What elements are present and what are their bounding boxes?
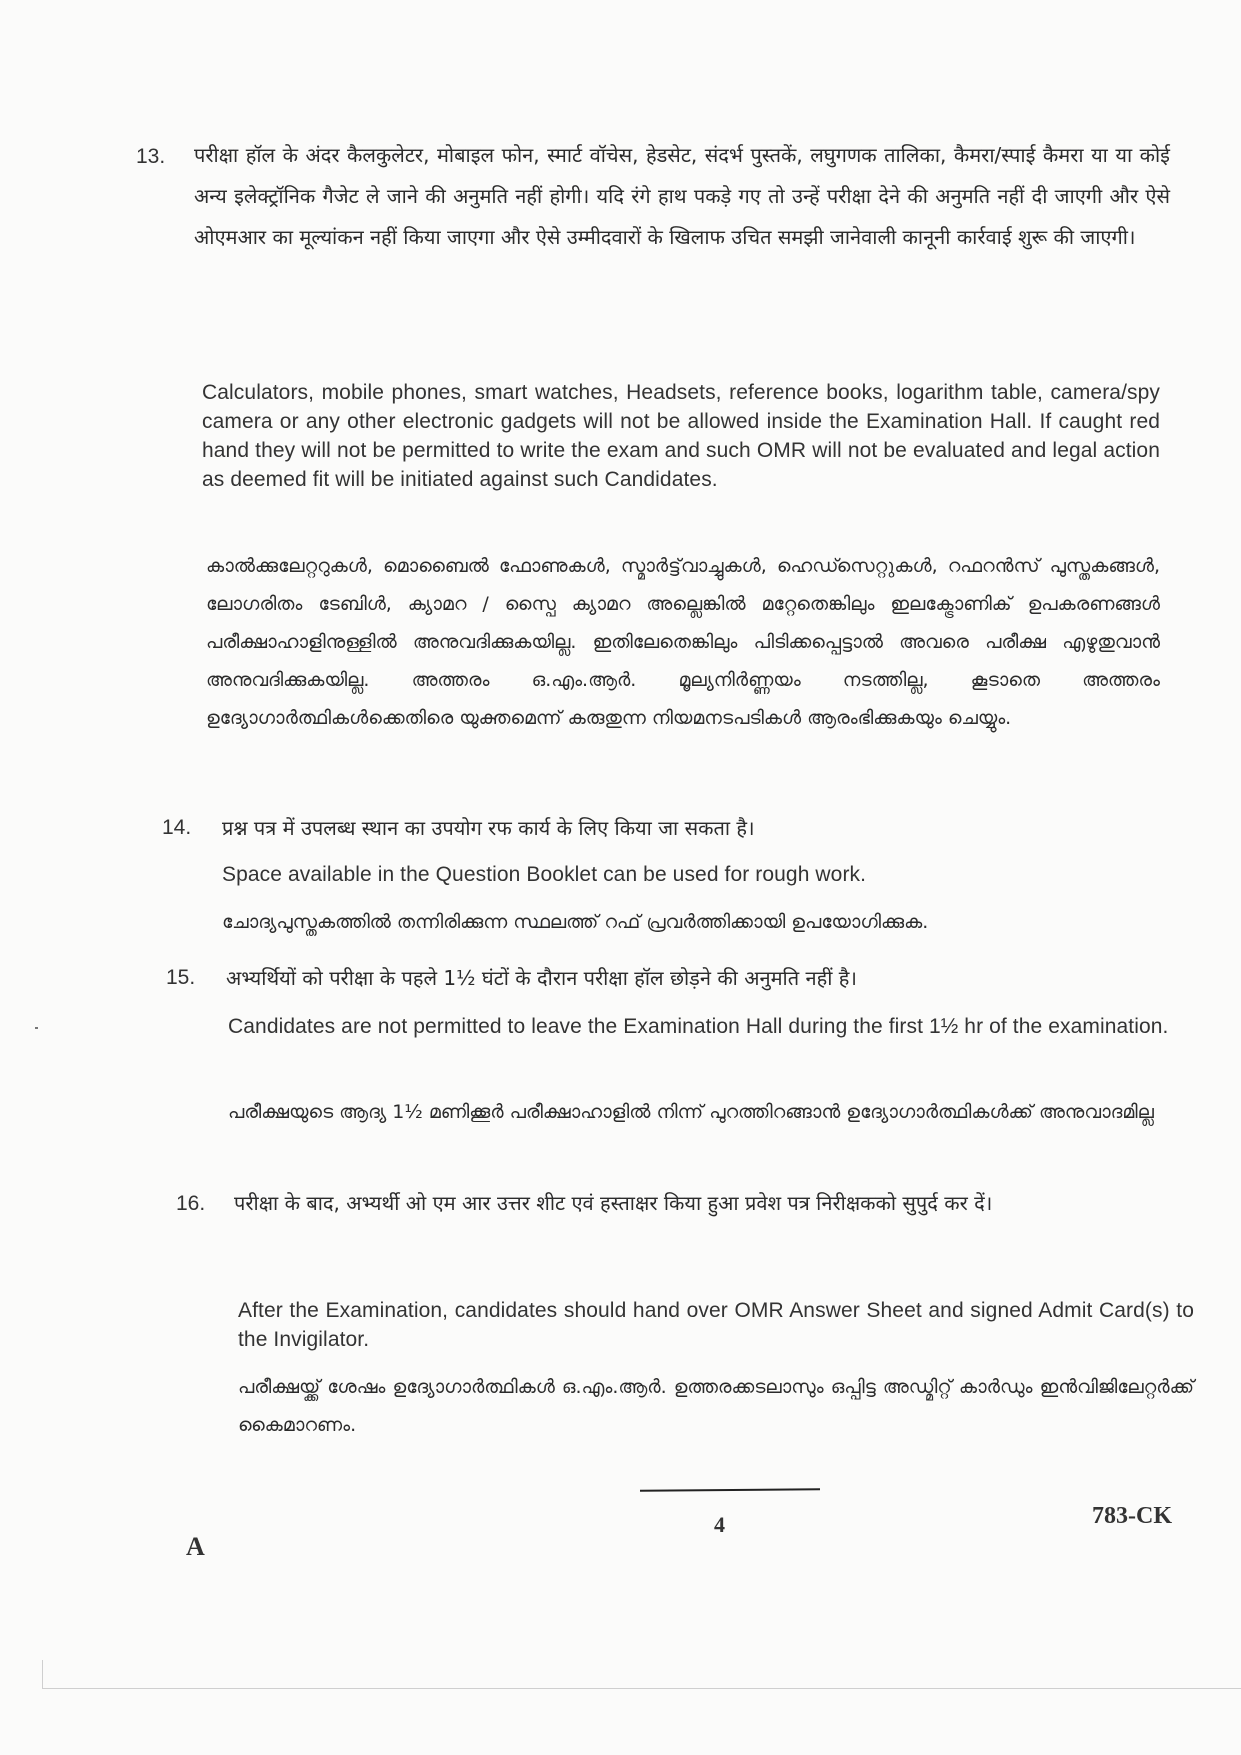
instruction-hindi: परीक्षा के बाद, अभ्यर्थी ओ एम आर उत्तर शीट एवं हस्ताक्षर किया हुआ प्रवेश पत्र निरीक्षकको सुपुर्द कर दें। — [234, 1191, 993, 1215]
footer-divider — [640, 1488, 820, 1492]
instruction-malayalam: കാൽക്കുലേറ്ററുകൾ, മൊബൈൽ ഫോണുകൾ, സ്മാർട്ട്‌വാച്ചുകൾ, ഹെഡ്സെറ്റുകൾ, റഫറൻസ് പുസ്തകങ്ങൾ, ലോഗരിതം ടേബിൾ, ക്യാമറ / സ്പൈ ക്യാമറ അല്ലെങ്കിൽ മറ്റേതെങ്കിലും ഇലക്ട്രോണിക് ഉപകരണങ്ങൾ പരീക്ഷാഹാളിനുള്ളിൽ അനുവദിക്കുകയില്ല. ഇതിലേതെങ്കിലും പിടിക്കപ്പെട്ടാൽ അവരെ പരീക്ഷ എഴുതുവാൻ അനുവദിക്കുകയില്ല. അത്തരം ഒ.എം.ആർ. മൂല്യനിർണ്ണയം നടത്തില്ല, കൂടാതെ അത്തരം ഉദ്യോഗാർത്ഥികൾക്കെതിരെ യുക്തമെന്ന് കരുതുന്ന നിയമനടപടികൾ ആരംഭിക്കുകയും ചെയ്യും. — [206, 555, 1160, 729]
instruction-hindi: अभ्यर्थियों को परीक्षा के पहले 1½ घंटों के दौरान परीक्षा हॉल छोड़ने की अनुमति नहीं है। — [226, 966, 857, 990]
instruction-english: After the Examination, candidates should hand over OMR Answer Sheet and signed Admit Card(s) to the Invigilator. — [238, 1299, 1194, 1351]
instruction-malayalam: പരീക്ഷയ്ക്ക് ശേഷം ഉദ്യോഗാർത്ഥികൾ ഒ.എം.ആർ. ഉത്തരക്കടലാസും ഒപ്പിട്ട അഡ്മിറ്റ് കാർഡും ഇൻവിജിലേറ്റർക്ക് കൈമാറണം. — [238, 1376, 1194, 1436]
instruction-english: Candidates are not permitted to leave the Examination Hall during the first 1½ hr of the examination. — [228, 1015, 1169, 1038]
instruction-hindi: परीक्षा हॉल के अंदर कैलकुलेटर, मोबाइल फोन, स्मार्ट वॉचेस, हेडसेट, संदर्भ पुस्तकें, लघुगणक तालिका, कैमरा/स्पाई कैमरा या या कोई अन्य इलेक्ट्रॉनिक गैजेट ले जाने की अनुमति नहीं होगी। यदि रंगे हाथ पकड़े गए तो उन्हें परीक्षा देने की अनुमति नहीं दी जाएगी और ऐसे ओएमआर का मूल्यांकन नहीं किया जाएगा और ऐसे उम्मीदवारों के खिलाफ उचित समझी जानेवाली कानूनी कार्रवाई शुरू की जाएगी। — [194, 143, 1170, 249]
scan-edge-bottom — [42, 1688, 1241, 1689]
instruction-malayalam: ചോദ്യപുസ്തകത്തിൽ തന്നിരിക്കുന്ന സ്ഥലത്ത് റഫ് പ്രവർത്തിക്കായി ഉപയോഗിക്കുക. — [222, 911, 929, 933]
paper-code: 783-CK — [1092, 1503, 1172, 1529]
scan-speck — [35, 1027, 38, 1029]
instruction-number: 15. — [166, 966, 196, 989]
instruction-malayalam: പരീക്ഷയുടെ ആദ്യ 1½ മണിക്കൂർ പരീക്ഷാഹാളിൽ നിന്ന് പുറത്തിറങ്ങാൻ ഉദ്യോഗാർത്ഥികൾക്ക് അനുവാദമില്ല — [228, 1101, 1154, 1123]
instruction-english: Calculators, mobile phones, smart watches, Headsets, reference books, logarithm table, camera/spy camera or any other electronic gadgets will not be allowed inside the Examination Hall. If caught red hand they will not be permitted to write the exam and such OMR will not be evaluated and legal action as deemed fit will be initiated against such Candidates. — [202, 381, 1160, 491]
instruction-hindi: प्रश्न पत्र में उपलब्ध स्थान का उपयोग रफ कार्य के लिए किया जा सकता है। — [222, 816, 755, 840]
page-number: 4 — [714, 1512, 725, 1537]
scan-edge-left — [42, 1660, 43, 1688]
instruction-english: Space available in the Question Booklet can be used for rough work. — [222, 863, 867, 886]
series-label: A — [186, 1532, 205, 1561]
instruction-number: 16. — [176, 1192, 206, 1215]
instruction-number: 14. — [162, 816, 192, 839]
instruction-number: 13. — [136, 145, 166, 168]
